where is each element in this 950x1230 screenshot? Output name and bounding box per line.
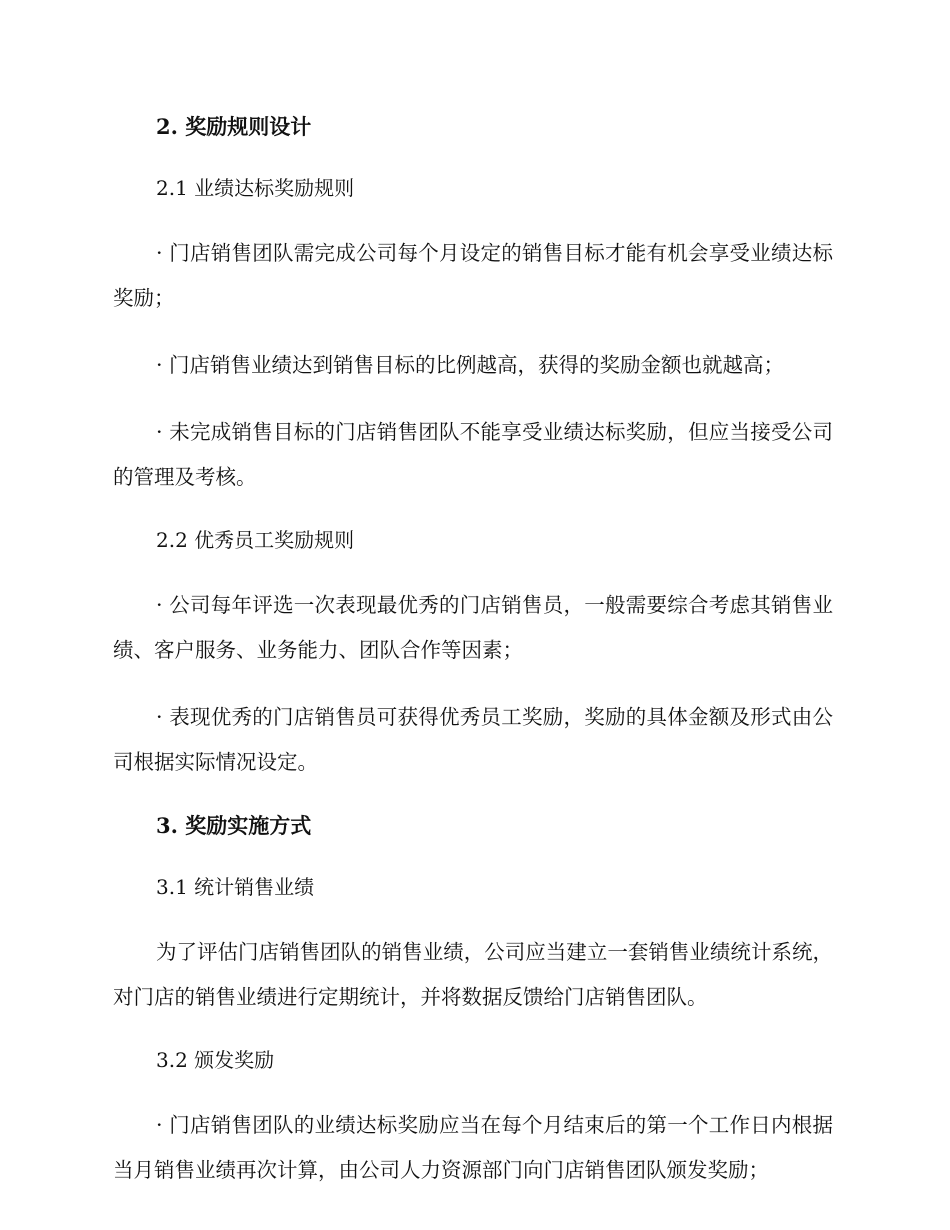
section-heading: 3. 奖励实施方式 — [156, 813, 312, 838]
body-paragraph: 为了评估门店销售团队的销售业绩，公司应当建立一套销售业绩统计系统，对门店的销售业绩进行定期统计，并将数据反馈给门店销售团队。 — [113, 940, 833, 1009]
subsection-title: 2.2 优秀员工奖励规则 — [156, 528, 355, 552]
bullet-paragraph: · 门店销售团队需完成公司每个月设定的销售目标才能有机会享受业绩达标奖励； — [113, 241, 833, 310]
subsection-title: 2.1 业绩达标奖励规则 — [156, 176, 355, 200]
bullet-paragraph: · 门店销售业绩达到销售目标的比例越高，获得的奖励金额也就越高； — [156, 353, 785, 377]
bullet-paragraph: · 未完成销售目标的门店销售团队不能享受业绩达标奖励，但应当接受公司的管理及考核。 — [113, 420, 833, 489]
bullet-paragraph: · 门店销售团队的业绩达标奖励应当在每个月结束后的第一个工作日内根据当月销售业绩再次计算，由公司人力资源部门向门店销售团队颁发奖励； — [113, 1113, 833, 1182]
document-body — [113, 108, 833, 1215]
section-heading: 2. 奖励规则设计 — [156, 114, 312, 139]
subsection-title: 3.1 统计销售业绩 — [156, 875, 315, 899]
bullet-paragraph: · 表现优秀的门店销售员可获得优秀员工奖励，奖励的具体金额及形式由公司根据实际情况设定。 — [113, 705, 833, 774]
bullet-paragraph: · 公司每年评选一次表现最优秀的门店销售员，一般需要综合考虑其销售业绩、客户服务、业务能力、团队合作等因素； — [113, 593, 833, 662]
subsection-title: 3.2 颁发奖励 — [156, 1048, 275, 1072]
